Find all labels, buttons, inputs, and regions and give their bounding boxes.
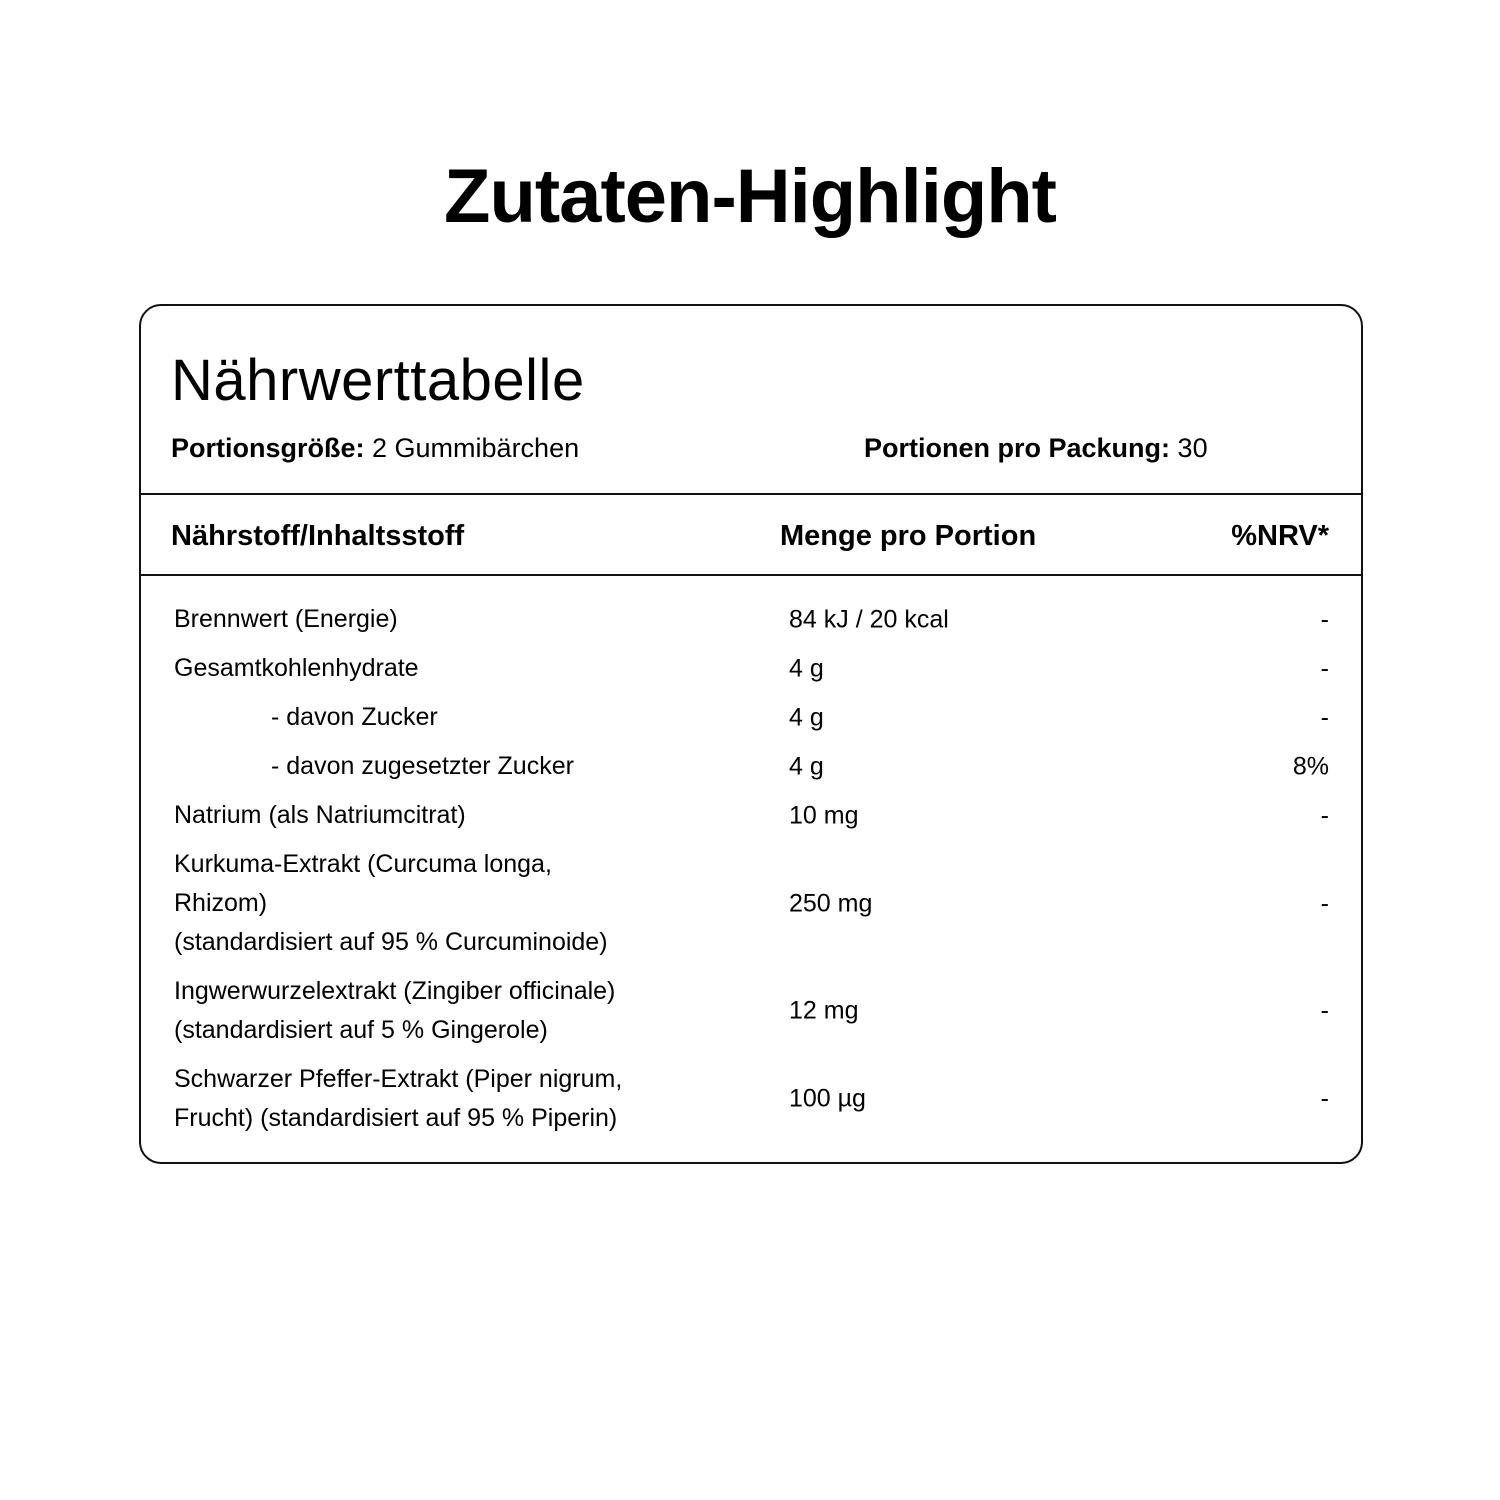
nutrient-nrv: - bbox=[1320, 996, 1329, 1025]
nutrient-nrv: - bbox=[1320, 1084, 1329, 1113]
nutrient-name: Gesamtkohlenhydrate bbox=[174, 654, 419, 682]
nutrient-amount: 10 mg bbox=[789, 801, 859, 829]
table-row bbox=[141, 1055, 1361, 1143]
table-row bbox=[141, 791, 1361, 840]
nutrient-nrv: 8% bbox=[1292, 752, 1329, 780]
serving-info bbox=[171, 428, 1331, 468]
nutrient-name: Natrium (als Natriumcitrat) bbox=[174, 801, 466, 829]
servings-per-pack bbox=[864, 428, 1208, 468]
nutrient-name: Schwarzer Pfeffer-Extrakt (Piper nigrum, Frucht) (standardisiert auf 95 % Piperin) bbox=[174, 1065, 623, 1132]
column-header-amount: Menge pro Portion bbox=[780, 520, 1037, 552]
serving-size bbox=[171, 428, 579, 468]
nutrient-amount: 100 µg bbox=[789, 1084, 866, 1113]
table-row bbox=[141, 840, 1361, 967]
nutrition-table-card bbox=[139, 304, 1363, 1164]
nutrient-name: - davon Zucker bbox=[271, 703, 438, 731]
nutrient-amount: 84 kJ / 20 kcal bbox=[789, 605, 949, 633]
table-row bbox=[141, 742, 1361, 791]
table-row bbox=[141, 967, 1361, 1055]
nutrient-nrv: - bbox=[1320, 703, 1329, 731]
serving-size-label: Portionsgröße: bbox=[171, 433, 365, 463]
table-row bbox=[141, 595, 1361, 644]
nutrient-amount: 4 g bbox=[789, 654, 824, 682]
nutrient-nrv: - bbox=[1320, 889, 1329, 917]
divider bbox=[141, 493, 1361, 495]
column-header-nutrient: Nährstoff/Inhaltsstoff bbox=[171, 520, 465, 552]
page-title: Zutaten-Highlight bbox=[444, 154, 1056, 239]
column-header-nrv: %NRV* bbox=[1231, 520, 1329, 552]
nutrient-amount: 12 mg bbox=[789, 996, 859, 1025]
divider bbox=[141, 574, 1361, 576]
nutrient-amount: 4 g bbox=[789, 703, 824, 731]
table-body bbox=[141, 595, 1361, 1143]
table-row bbox=[141, 644, 1361, 693]
nutrient-name: Ingwerwurzelextrakt (Zingiber officinale) (standardisiert auf 5 % Gingerole) bbox=[174, 977, 616, 1044]
nutrient-name: Brennwert (Energie) bbox=[174, 605, 398, 633]
servings-label: Portionen pro Packung: bbox=[864, 433, 1171, 463]
servings-value: 30 bbox=[1177, 433, 1208, 463]
nutrient-nrv: - bbox=[1320, 605, 1329, 633]
nutrient-name: Kurkuma-Extrakt (Curcuma longa, Rhizom) (standardisiert auf 95 % Curcuminoide) bbox=[174, 850, 608, 956]
serving-size-value: 2 Gummibärchen bbox=[372, 433, 580, 463]
nutrient-amount: 250 mg bbox=[789, 889, 873, 917]
table-row bbox=[141, 693, 1361, 742]
nutrient-nrv: - bbox=[1320, 801, 1329, 829]
nutrient-amount: 4 g bbox=[789, 752, 824, 780]
table-title: Nährwerttabelle bbox=[171, 348, 585, 413]
nutrient-nrv: - bbox=[1320, 654, 1329, 682]
nutrient-name: - davon zugesetzter Zucker bbox=[271, 752, 574, 780]
